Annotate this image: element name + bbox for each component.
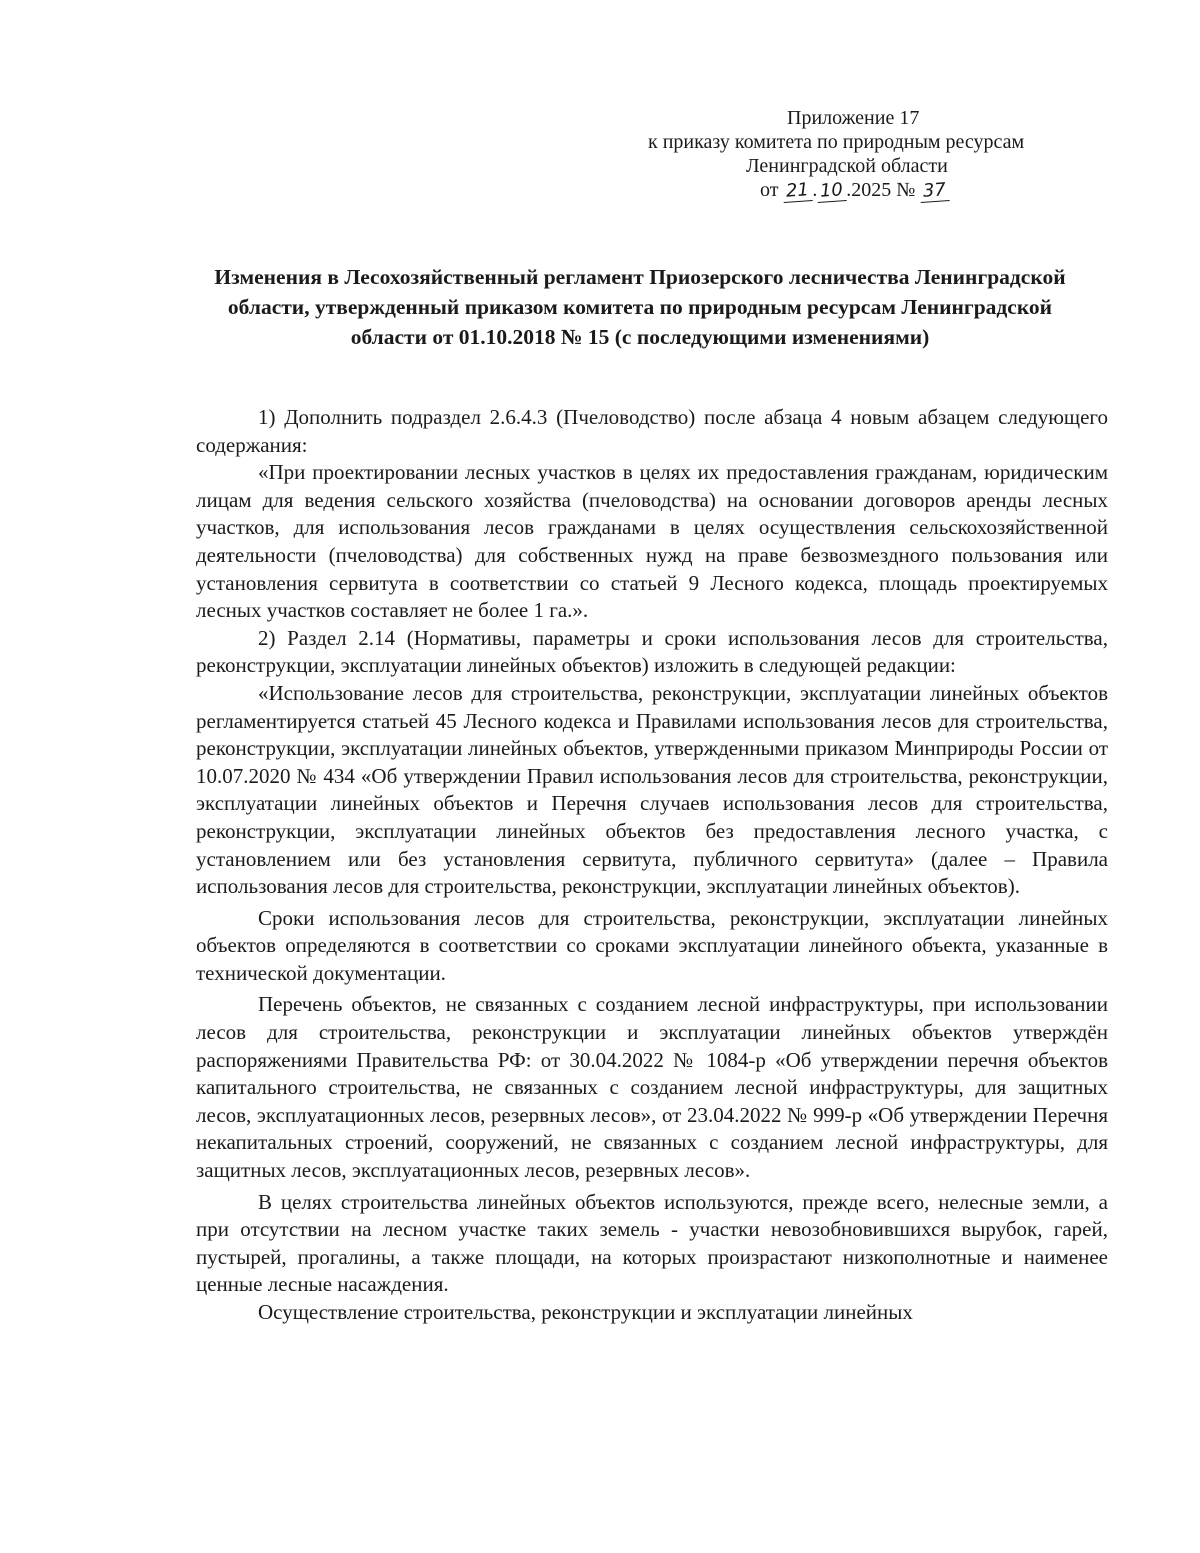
date-prefix: от: [760, 179, 779, 201]
paragraph-usage-terms: Сроки использования лесов для строительства, реконструкции, эксплуатации линейных объектов определяются в соответствии со сроками эксплуатации линейного объекта, указанные в технической документации.: [196, 905, 1108, 985]
handwritten-day: 21: [783, 180, 813, 203]
paragraph-construction-start: Осуществление строительства, реконструкции и эксплуатации линейных: [258, 1300, 913, 1324]
paragraph-item-2: 2) Раздел 2.14 (Нормативы, параметры и сроки использования лесов для строительства, реконструкции, эксплуатации линейных объектов) изложить в следующей редакции:: [196, 625, 1108, 678]
appendix-header: [600, 106, 1120, 202]
handwritten-order-number: 37: [920, 180, 950, 203]
order-reference-line-2: Ленинградской области: [746, 155, 948, 177]
paragraph-quote-linear-objects: «Использование лесов для строительства, реконструкции, эксплуатации линейных объектов регламентируется статьей 45 Лесного кодекса и Правилами использования лесов для строительства, реконструкции, эксплуатации линейных объектов, утвержденными приказом Минприроды России от 10.07.2020 № 434 «Об утверждении Правил использования лесов для строительства, реконструкции, эксплуатации линейных объектов и Перечня случаев использования лесов для строительства, реконструкции, эксплуатации линейных объектов без предоставления лесного участка, с установлением или без установления сервитута, публичного сервитута» (далее – Правила использования лесов для строительства, реконструкции, эксплуатации линейных объектов).: [196, 680, 1108, 899]
date-year: .2025 №: [846, 179, 916, 201]
document-title: Изменения в Лесохозяйственный регламент Приозерского лесничества Ленинградской области, утвержденный приказом комитета по природным ресурсам Ленинградской области от 01.10.2018 № 15 (с последующими изменениями): [214, 265, 1066, 349]
paragraph-land-priority: В целях строительства линейных объектов используются, прежде всего, нелесные земли, а при отсутствии на лесном участке таких земель - участки невозобновившихся вырубок, гарей, пустырей, прогалины, а также площади, на которых произрастают низкополнотные и наименее ценные лесные насаждения.: [196, 1189, 1108, 1297]
handwritten-month: 10: [817, 180, 847, 203]
paragraph-quote-beekeeping: «При проектировании лесных участков в целях их предоставления гражданам, юридическим лицам для ведения сельского хозяйства (пчеловодства) на основании договоров аренды лесных участков, для использования лесов гражданами в целях осуществления сельскохозяйственной деятельности (пчеловодства) для собственных нужд на праве безвозмездного пользования или установления сервитута в соответствии со статьей 9 Лесного кодекса, площадь проектируемых лесных участков составляет не более 1 га.».: [196, 460, 1108, 623]
paragraph-object-list: Перечень объектов, не связанных с созданием лесной инфраструктуры, при использовании лесов для строительства, реконструкции и эксплуатации линейных объектов утверждён распоряжениями Правительства РФ: от 30.04.2022 № 1084-р «Об утверждении перечня объектов капитального строительства, не связанных с созданием лесной инфраструктуры, для защитных лесов, эксплуатационных лесов, резервных лесов», от 23.04.2022 № 999-р «Об утверждении Перечня некапитальных строений, сооружений, не связанных с созданием лесной инфраструктуры, для защитных лесов, эксплуатационных лесов, резервных лесов».: [196, 992, 1108, 1183]
appendix-label: Приложение 17: [787, 107, 920, 129]
document-body: [196, 404, 1108, 1327]
order-date-line: от 21 . 10 .2025 № 37: [600, 178, 1120, 202]
order-reference-line-1: к приказу комитета по природным ресурсам: [648, 131, 1025, 153]
paragraph-item-1: 1) Дополнить подраздел 2.6.4.3 (Пчеловодство) после абзаца 4 новым абзацем следующего содержания:: [196, 405, 1108, 457]
